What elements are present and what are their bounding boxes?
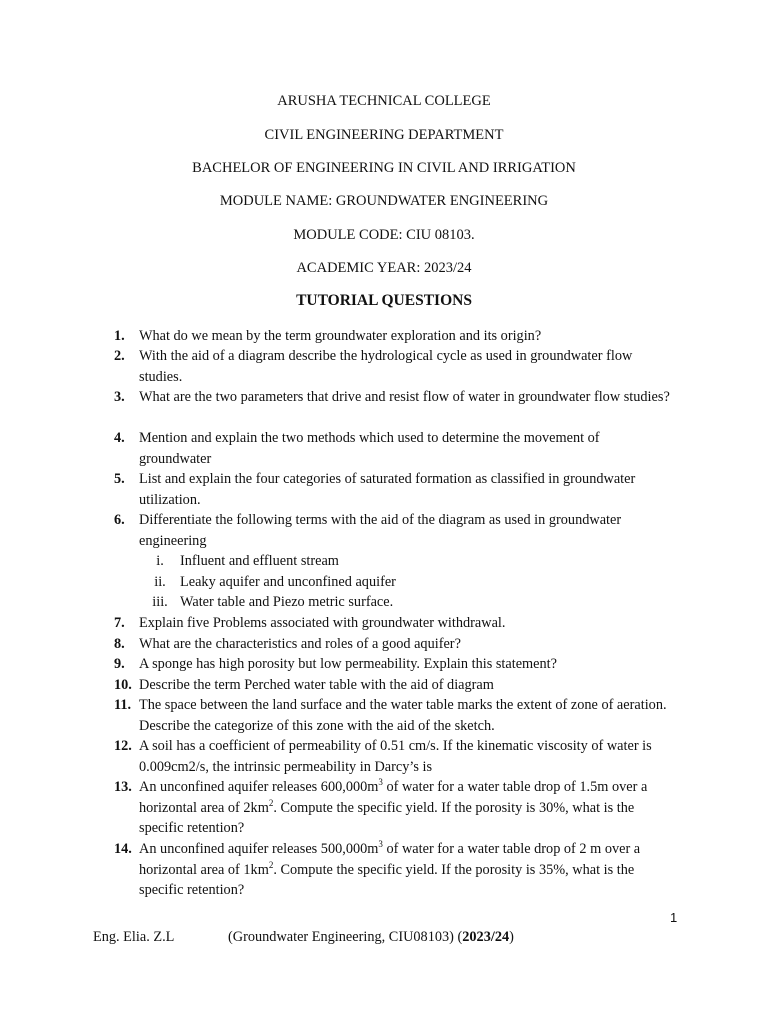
college-name: ARUSHA TECHNICAL COLLEGE <box>277 93 491 109</box>
question-number: 12. <box>114 738 132 754</box>
sub-item-text: Water table and Piezo metric surface. <box>180 594 394 610</box>
question-item <box>114 469 674 510</box>
sub-item <box>140 551 660 572</box>
question-item <box>114 839 674 901</box>
question-number: 2. <box>114 348 125 364</box>
sub-item-numeral: ii. <box>154 574 166 590</box>
question-text: An unconfined aquifer releases $600,000m^3$ of water for a water table drop of 1.5m over a horizontal area of $2km^2$. Compute the specific yield. If the porosity is 30%, what is the specific retention? <box>139 777 648 837</box>
footer-author: Eng. Elia. Z.L <box>93 929 175 945</box>
module-name: MODULE NAME: GROUNDWATER ENGINEERING <box>219 193 549 209</box>
question-text: An unconfined aquifer releases $500,000m^3$ of water for a water table drop of 2 m over a horizontal area of $1km^2$. Compute the specific yield. If the porosity is 35%, what is the specific retention? <box>139 839 641 899</box>
question-item <box>114 675 674 696</box>
question-item <box>114 634 674 655</box>
footer-course: (Groundwater Engineering, CIU08103) (2023/24) <box>228 929 514 945</box>
question-item <box>114 387 674 408</box>
question-item <box>114 654 674 675</box>
sub-item-text: Leaky aquifer and unconfined aquifer <box>180 574 396 590</box>
question-number: 9. <box>114 656 125 672</box>
question-number: 8. <box>114 636 125 652</box>
question-item <box>114 695 674 736</box>
question-item <box>114 326 674 347</box>
question-item <box>114 346 674 387</box>
sub-item <box>140 592 660 613</box>
question-text: A sponge has high porosity but low permeability. Explain this statement? <box>139 656 557 672</box>
question-number: 3. <box>114 389 125 405</box>
question-text: What are the two parameters that drive and resist flow of water in groundwater flow studies? <box>139 389 670 405</box>
module-code: MODULE CODE: CIU 08103. <box>293 227 475 243</box>
question-number: 5. <box>114 471 125 487</box>
question-text: Describe the term Perched water table with the aid of diagram <box>139 677 494 693</box>
question-text: Mention and explain the two methods which used to determine the movement of groundwater <box>139 430 600 467</box>
document-title: TUTORIAL QUESTIONS <box>296 292 472 309</box>
academic-year: ACADEMIC YEAR: 2023/24 <box>296 260 472 276</box>
question-item <box>114 510 674 551</box>
question-number: 13. <box>114 779 132 795</box>
question-text: What do we mean by the term groundwater exploration and its origin? <box>139 328 542 344</box>
page-number: 1 <box>670 910 678 925</box>
question-text: With the aid of a diagram describe the hydrological cycle as used in groundwater flow studies. <box>139 348 633 385</box>
question-number: 1. <box>114 328 125 344</box>
footer-year: 2023/24 <box>462 929 510 945</box>
question-number: 14. <box>114 841 132 857</box>
question-number: 10. <box>114 677 132 693</box>
programme-name: BACHELOR OF ENGINEERING IN CIVIL AND IRRIGATION <box>192 160 576 176</box>
question-text: What are the characteristics and roles of a good aquifer? <box>139 636 461 652</box>
sub-item <box>140 572 660 593</box>
sub-item-numeral: iii. <box>152 594 168 610</box>
question-number: 7. <box>114 615 125 631</box>
question-number: 11. <box>114 697 132 713</box>
question-item <box>114 613 674 634</box>
question-number: 4. <box>114 430 125 446</box>
sub-item-numeral: i. <box>156 553 164 569</box>
question-item <box>114 777 674 839</box>
question-text: Explain five Problems associated with groundwater withdrawal. <box>139 615 506 631</box>
sub-item-text: Influent and effluent stream <box>180 553 339 569</box>
department-name: CIVIL ENGINEERING DEPARTMENT <box>264 127 504 143</box>
question-text: A soil has a coefficient of permeability of 0.51 cm/s. If the kinematic viscosity of water is 0.009cm2/s, the intrinsic permeability in Darcy’s is <box>139 738 652 775</box>
question-text: The space between the land surface and the water table marks the extent of zone of aeration. Describe the categorize of this zone with the aid of the sketch. <box>139 697 667 734</box>
question-number: 6. <box>114 512 125 528</box>
question-text: Differentiate the following terms with the aid of the diagram as used in groundwater engineering <box>139 512 622 549</box>
question-text: List and explain the four categories of saturated formation as classified in groundwater utilization. <box>139 471 636 508</box>
question-item <box>114 428 674 469</box>
question-item <box>114 736 674 777</box>
